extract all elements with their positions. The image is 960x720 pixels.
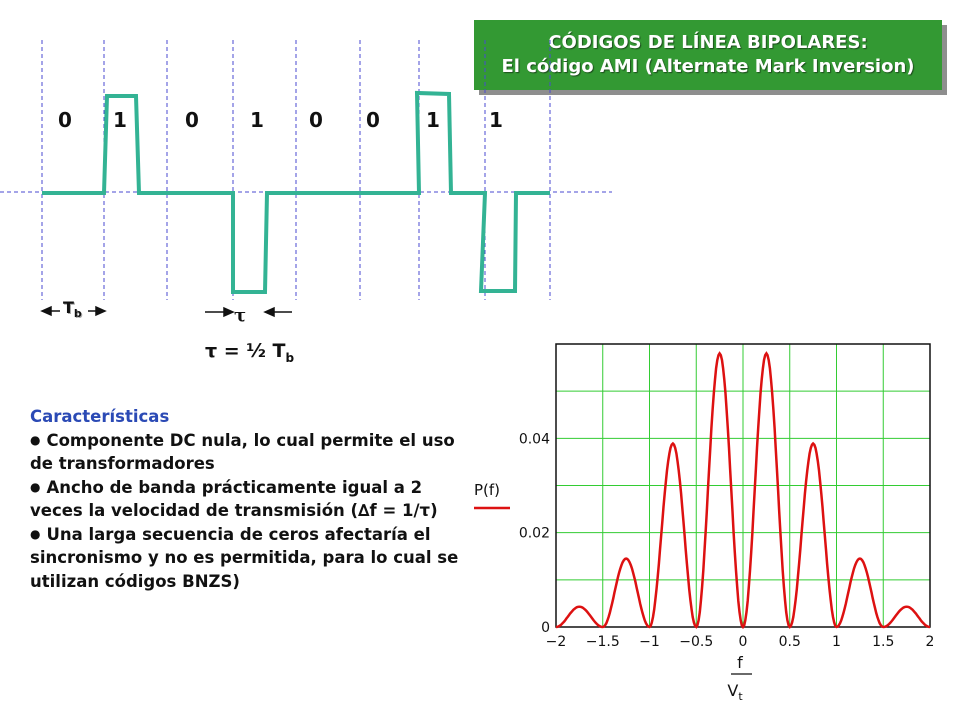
title-line-2: El código AMI (Alternate Mark Inversion) xyxy=(501,56,915,77)
bullet-icon: ● xyxy=(30,432,41,447)
bit-label: 0 xyxy=(185,108,199,132)
x-axis-label-num: f xyxy=(737,653,743,672)
x-tick-label: −0.5 xyxy=(679,634,714,650)
x-axis-label-den: $V_t$ xyxy=(727,681,743,703)
title-line-1: CÓDIGOS DE LÍNEA BIPOLARES: xyxy=(548,32,868,53)
x-tick-label: 2 xyxy=(925,634,935,650)
y-ticks xyxy=(519,431,550,636)
bit-label: 1 xyxy=(426,108,440,132)
y-tick-label: 0 xyxy=(541,620,550,636)
x-ticks xyxy=(546,634,935,650)
y-tick-label: 0.04 xyxy=(518,431,550,448)
x-tick-label: −1.5 xyxy=(585,634,620,650)
x-tick-label: 0.5 xyxy=(778,634,801,650)
bit-label: 0 xyxy=(58,108,72,132)
characteristics-heading: Características xyxy=(30,407,170,426)
bit-label: 1 xyxy=(113,108,127,132)
chart-grid xyxy=(556,344,930,627)
bit-label: 0 xyxy=(366,108,380,132)
bit-label: 0 xyxy=(309,108,323,132)
bullet-icon: ● xyxy=(30,526,41,541)
bit-label: 1 xyxy=(250,108,264,132)
tau-relation-sub: b xyxy=(285,350,295,365)
y-tick-label: 0.02 xyxy=(518,525,550,542)
list-item-text: Ancho de banda prácticamente igual a 2 veces la velocidad de transmisión (∆f = 1/τ) xyxy=(30,477,438,520)
tb-label-sub: b xyxy=(73,307,82,321)
x-tick-label: 0 xyxy=(738,634,748,650)
bit-label: 1 xyxy=(489,108,503,132)
list-item-text: Componente DC nula, lo cual permite el uso de transformadores xyxy=(30,430,455,473)
tau-relation-main: τ = ½ T xyxy=(205,340,286,362)
tb-label-main: T xyxy=(63,298,74,317)
x-tick-label: 1 xyxy=(832,634,841,650)
bullet-icon: ● xyxy=(30,479,41,494)
legend-label: P(f) xyxy=(474,481,501,499)
tau-label: τ xyxy=(234,305,247,326)
x-tick-label: 1.5 xyxy=(872,634,895,650)
x-tick-label: −1 xyxy=(639,634,660,650)
x-tick-label: −2 xyxy=(545,634,567,650)
list-item-text: Una larga secuencia de ceros afectaría el sincronismo y no es permitida, para lo cual se utilizan códigos BNZS) xyxy=(30,524,459,591)
